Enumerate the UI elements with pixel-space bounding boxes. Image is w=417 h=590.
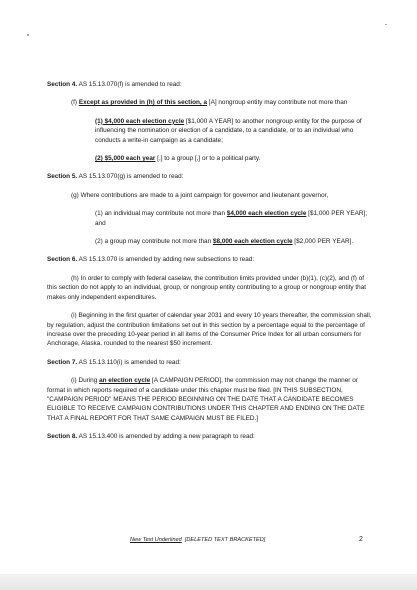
section-8-heading xyxy=(47,432,372,441)
section-5-intro: AS 15.13.070(g) is amended to read: xyxy=(77,173,184,181)
section-8-label: Section 8. xyxy=(47,433,78,441)
new-text-legend: New Text Underlined xyxy=(130,537,182,543)
footer-legend xyxy=(130,537,330,543)
section-7-subsection-i xyxy=(47,376,372,423)
section-8-intro: AS 15.13.400 is amended by adding a new paragraph to read: xyxy=(77,433,255,441)
section-5-paragraph-2 xyxy=(47,237,372,246)
new-text: (1) $4,000 each election cycle xyxy=(95,117,185,125)
section-6-heading xyxy=(47,255,372,264)
new-text: (2) $5,000 each year xyxy=(95,155,156,163)
document-body xyxy=(47,80,372,451)
new-text: $4,000 each election cycle xyxy=(226,210,307,218)
deleted-text-legend: [DELETED TEXT BRACKETED] xyxy=(184,537,266,543)
new-text: an election cycle xyxy=(99,377,151,385)
scan-edge xyxy=(0,574,417,590)
page-number: 2 xyxy=(359,536,363,543)
section-5-subsection-g: (g) Where contributions are made to a joint campaign for governor and lieutenant governor, xyxy=(71,191,329,199)
new-text: $8,000 each election cycle xyxy=(212,238,293,246)
subsection-label: (f) xyxy=(71,99,79,107)
section-6-subsection-h: (h) In order to comply with federal caselaw, the contribution limits provided under (b)(1), (c)(2), and (f) of this section do not apply to an individual, group, or nongroup entity contributing to a group or nongroup entity that makes only independent expenditures. xyxy=(47,274,367,301)
paragraph-text: [$1,000 PER YEAR]; and xyxy=(95,210,368,227)
subsection-text: [A CAMPAIGN PERIOD], the commission may not change the manner or format in which reports required of a candidate under this chapter must be filed. [IN THIS SUBSECTION, "CAMPAIGN PERIOD" MEANS THE PERIOD BEGINNING ON THE DATE THAT A CANDIDATE BECOMES ELIGIBLE TO RECEIVE CAMPAIGN CONTRIBUTIONS UNDER THIS CHAPTER AND ENDING ON THE DATE THAT A FINAL REPORT FOR THAT SAME CAMPAIGN MUST BE FILED.] xyxy=(47,377,365,422)
section-6-label: Section 6. xyxy=(47,256,78,264)
section-7-heading xyxy=(47,358,372,367)
paragraph-text: [$1,000 A YEAR] to another nongroup entity for the purpose of influencing the nomination or election of a candidate, to a candidate, or to an individual who conducts a write-in campaign as a candidate; xyxy=(95,117,362,144)
section-4-paragraph-2 xyxy=(47,154,372,163)
section-4-subsection-f xyxy=(47,98,372,107)
section-7-label: Section 7. xyxy=(47,358,78,366)
scan-speck xyxy=(27,34,29,36)
section-6-intro: AS 15.13.070 is amended by adding new subsections to read: xyxy=(77,256,255,264)
paragraph-text: (1) an individual may contribute not more than xyxy=(95,210,227,218)
section-4-heading xyxy=(47,80,372,89)
paragraph-text: [$2,000 PER YEAR]. xyxy=(292,238,354,246)
section-6-subsection-i: (i) Beginning in the first quarter of calendar year 2031 and every 10 years thereafter, the commission shall, by regulation, adjust the contribution limitations set out in this section by a percentage equal to the percentage of increase over the preceding 10-year period in all items of the Consumer Price Index for all urban consumers for Anchorage, Alaska, rounded to the nearest $50 increment. xyxy=(47,312,372,348)
section-5-label: Section 5. xyxy=(47,173,78,181)
section-4-intro: AS 15.13.070(f) is amended to read: xyxy=(77,81,182,88)
section-7-intro: AS 15.13.110(i) is amended to read: xyxy=(77,358,181,366)
scan-speck xyxy=(385,24,387,25)
section-4-label: Section 4. xyxy=(47,81,78,88)
paragraph-text: (2) a group may contribute not more than xyxy=(95,238,213,246)
section-4-paragraph-1 xyxy=(47,117,372,145)
section-5-heading xyxy=(47,172,372,181)
subsection-text: [A] nongroup entity may contribute not more than xyxy=(207,99,348,107)
subsection-label: (i) During xyxy=(71,377,100,385)
section-5-paragraph-1 xyxy=(47,209,372,228)
paragraph-text: [,] to a group [,] or to a political party. xyxy=(155,155,261,163)
new-text: Except as provided in (h) of this section, a xyxy=(78,99,208,107)
